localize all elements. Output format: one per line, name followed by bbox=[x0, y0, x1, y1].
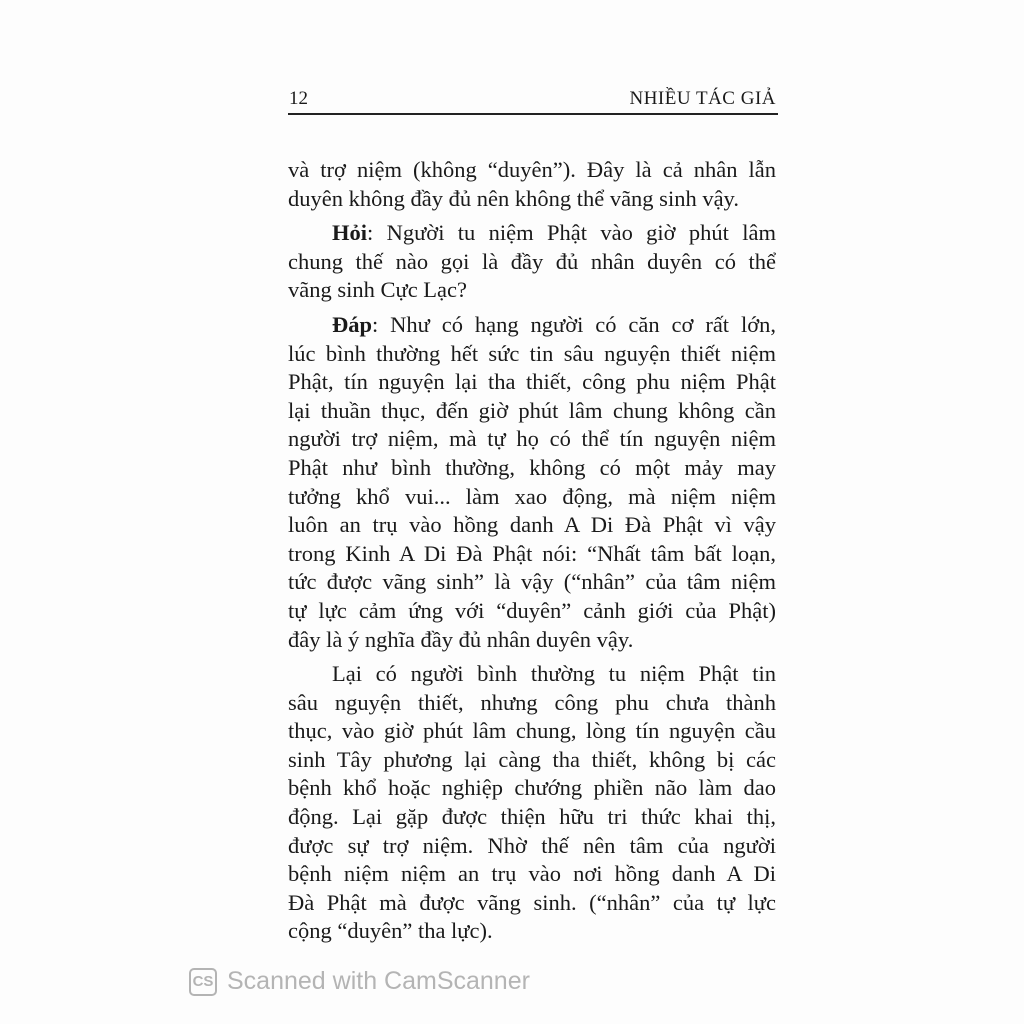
paragraph bbox=[288, 311, 776, 654]
text-line bbox=[288, 689, 776, 718]
watermark-text: Scanned with CamScanner bbox=[227, 967, 530, 995]
text-line bbox=[288, 774, 776, 803]
question-label: Đáp bbox=[332, 311, 373, 337]
text-line bbox=[288, 803, 776, 832]
line-text: Phật như bình thường, không có một mảy may bbox=[288, 454, 776, 480]
line-text: chung thế nào gọi là đầy đủ nhân duyên có thể bbox=[288, 248, 776, 274]
line-text: bệnh niệm niệm an trụ vào nơi hồng danh A Di bbox=[288, 861, 776, 887]
line-text: và trợ niệm (không “duyên”). Đây là cả nhân lẫn bbox=[288, 157, 776, 182]
line-text: tự lực cảm ứng với “duyên” cảnh giới của Phật) bbox=[288, 597, 776, 623]
text-line bbox=[288, 860, 776, 889]
line-text: thục, vào giờ phút lâm chung, lòng tín nguyện cầu bbox=[288, 718, 776, 744]
text-line bbox=[288, 454, 776, 483]
line-text: : Người tu niệm Phật vào giờ phút lâm bbox=[367, 220, 776, 246]
text-line bbox=[288, 660, 776, 689]
text-line bbox=[288, 889, 776, 918]
text-line bbox=[288, 219, 776, 248]
text-line bbox=[288, 917, 776, 946]
text-line bbox=[288, 511, 776, 540]
text-line bbox=[288, 626, 776, 655]
line-text: được sự trợ niệm. Nhờ thế nên tâm của người bbox=[288, 832, 776, 858]
line-text: vãng sinh Cực Lạc? bbox=[288, 277, 468, 303]
line-text: Phật, tín nguyện lại tha thiết, công phu niệm Phật bbox=[288, 369, 776, 395]
line-text: đây là ý nghĩa đầy đủ nhân duyên vậy. bbox=[288, 626, 634, 652]
line-text: động. Lại gặp được thiện hữu tri thức khai thị, bbox=[288, 804, 776, 830]
line-text: tưởng khổ vui... làm xao động, mà niệm niệm bbox=[288, 483, 776, 509]
line-text: sâu nguyện thiết, nhưng công phu chưa thành bbox=[288, 689, 776, 715]
text-line bbox=[288, 540, 776, 569]
text-line bbox=[288, 156, 776, 185]
paragraph bbox=[288, 156, 776, 213]
text-line bbox=[288, 717, 776, 746]
line-text: người trợ niệm, mà tự họ có thể tín nguyện niệm bbox=[288, 426, 776, 452]
question-label: Hỏi bbox=[332, 220, 368, 246]
paragraph bbox=[288, 219, 776, 305]
line-text: tức được vãng sinh” là vậy (“nhân” của tâm niệm bbox=[288, 569, 776, 595]
text-line bbox=[288, 340, 776, 369]
line-text: sinh Tây phương lại càng tha thiết, không bị các bbox=[288, 746, 776, 772]
line-text: Lại có người bình thường tu niệm Phật tin bbox=[332, 661, 776, 687]
line-text: cộng “duyên” tha lực). bbox=[288, 918, 493, 944]
header-rule bbox=[288, 113, 778, 115]
text-line bbox=[288, 483, 776, 512]
text-line bbox=[288, 185, 776, 214]
page-body bbox=[288, 156, 776, 952]
line-text: trong Kinh A Di Đà Phật nói: “Nhất tâm bất loạn, bbox=[288, 540, 776, 566]
text-line bbox=[288, 425, 776, 454]
text-line bbox=[288, 276, 776, 305]
text-line bbox=[288, 568, 776, 597]
line-text: : Như có hạng người có căn cơ rất lớn, bbox=[372, 311, 776, 337]
page-number: 12 bbox=[289, 88, 308, 109]
running-title: NHIỀU TÁC GIẢ bbox=[629, 88, 776, 109]
line-text: Đà Phật mà được vãng sinh. (“nhân” của tự lực bbox=[288, 889, 776, 915]
camscanner-logo-icon: CS bbox=[189, 968, 217, 996]
camscanner-watermark bbox=[189, 967, 530, 996]
text-line bbox=[288, 368, 776, 397]
text-line bbox=[288, 248, 776, 277]
text-line bbox=[288, 746, 776, 775]
line-text: lại thuần thục, đến giờ phút lâm chung không cần bbox=[288, 397, 776, 423]
text-line bbox=[288, 832, 776, 861]
line-text: lúc bình thường hết sức tin sâu nguyện thiết niệm bbox=[288, 340, 776, 366]
line-text: bệnh khổ hoặc nghiệp chướng phiền não làm dao bbox=[288, 775, 776, 801]
text-line bbox=[288, 311, 776, 340]
text-line bbox=[288, 597, 776, 626]
paragraph bbox=[288, 660, 776, 946]
text-line bbox=[288, 397, 776, 426]
line-text: duyên không đầy đủ nên không thể vãng sinh vậy. bbox=[288, 185, 739, 211]
line-text: luôn an trụ vào hồng danh A Di Đà Phật vì vậy bbox=[288, 512, 776, 538]
